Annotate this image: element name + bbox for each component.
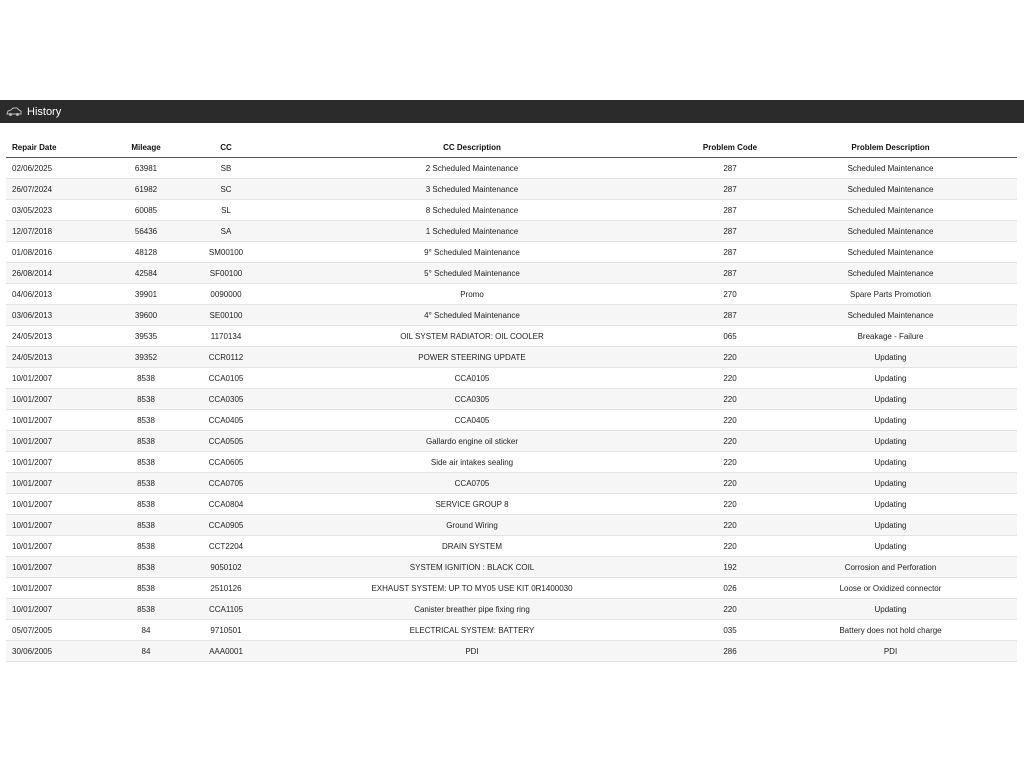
problem-description-cell: Updating xyxy=(764,431,1017,452)
cc-cell: 2510126 xyxy=(204,578,248,599)
page-title: History xyxy=(27,105,62,118)
cc-cell: SM00100 xyxy=(204,242,248,263)
table-row[interactable] xyxy=(6,431,1017,452)
problem-description-cell: Loose or Oxidized connector xyxy=(764,578,1017,599)
cc-description-cell: CCA0705 xyxy=(248,473,696,494)
mileage-cell: 61982 xyxy=(88,179,204,200)
cc-cell: CCA0405 xyxy=(204,410,248,431)
column-header-repair-date[interactable]: Repair Date xyxy=(6,137,88,158)
problem-description-cell: Breakage - Failure xyxy=(764,326,1017,347)
problem-description-cell: Scheduled Maintenance xyxy=(764,263,1017,284)
problem-description-cell: Updating xyxy=(764,452,1017,473)
cc-description-cell: Gallardo engine oil sticker xyxy=(248,431,696,452)
repair-date-cell: 12/07/2018 xyxy=(6,221,88,242)
problem-code-cell: 192 xyxy=(696,557,764,578)
repair-date-cell: 10/01/2007 xyxy=(6,578,88,599)
problem-code-cell: 220 xyxy=(696,599,764,620)
table-header-row xyxy=(6,137,1017,158)
table-row[interactable] xyxy=(6,620,1017,641)
mileage-cell: 8538 xyxy=(88,515,204,536)
cc-cell: SE00100 xyxy=(204,305,248,326)
problem-code-cell: 287 xyxy=(696,305,764,326)
cc-cell: CCA1105 xyxy=(204,599,248,620)
problem-description-cell: Updating xyxy=(764,599,1017,620)
cc-description-cell: SERVICE GROUP 8 xyxy=(248,494,696,515)
problem-code-cell: 287 xyxy=(696,158,764,179)
table-row[interactable] xyxy=(6,641,1017,662)
repair-date-cell: 24/05/2013 xyxy=(6,326,88,347)
repair-date-cell: 10/01/2007 xyxy=(6,473,88,494)
cc-description-cell: POWER STEERING UPDATE xyxy=(248,347,696,368)
problem-description-cell: Scheduled Maintenance xyxy=(764,158,1017,179)
repair-date-cell: 26/08/2014 xyxy=(6,263,88,284)
repair-date-cell: 24/05/2013 xyxy=(6,347,88,368)
problem-code-cell: 220 xyxy=(696,410,764,431)
cc-cell: AAA0001 xyxy=(204,641,248,662)
problem-code-cell: 287 xyxy=(696,221,764,242)
mileage-cell: 8538 xyxy=(88,578,204,599)
mileage-cell: 39535 xyxy=(88,326,204,347)
cc-cell: 1170134 xyxy=(204,326,248,347)
cc-description-cell: 8 Scheduled Maintenance xyxy=(248,200,696,221)
cc-cell: CCA0905 xyxy=(204,515,248,536)
problem-code-cell: 065 xyxy=(696,326,764,347)
column-header-cc-description[interactable]: CC Description xyxy=(248,137,696,158)
repair-date-cell: 03/05/2023 xyxy=(6,200,88,221)
problem-description-cell: Updating xyxy=(764,473,1017,494)
table-row[interactable] xyxy=(6,305,1017,326)
problem-description-cell: Updating xyxy=(764,515,1017,536)
mileage-cell: 56436 xyxy=(88,221,204,242)
repair-date-cell: 10/01/2007 xyxy=(6,410,88,431)
cc-description-cell: 5° Scheduled Maintenance xyxy=(248,263,696,284)
problem-code-cell: 035 xyxy=(696,620,764,641)
repair-date-cell: 26/07/2024 xyxy=(6,179,88,200)
table-row[interactable] xyxy=(6,515,1017,536)
cc-cell: CCT2204 xyxy=(204,536,248,557)
cc-description-cell: 3 Scheduled Maintenance xyxy=(248,179,696,200)
cc-cell: 9050102 xyxy=(204,557,248,578)
cc-description-cell: Promo xyxy=(248,284,696,305)
table-row[interactable] xyxy=(6,599,1017,620)
repair-date-cell: 10/01/2007 xyxy=(6,368,88,389)
table-body xyxy=(6,158,1017,662)
repair-date-cell: 10/01/2007 xyxy=(6,452,88,473)
table-row[interactable] xyxy=(6,158,1017,179)
repair-date-cell: 10/01/2007 xyxy=(6,431,88,452)
problem-code-cell: 287 xyxy=(696,263,764,284)
table-row[interactable] xyxy=(6,536,1017,557)
mileage-cell: 39352 xyxy=(88,347,204,368)
table-row[interactable] xyxy=(6,578,1017,599)
mileage-cell: 8538 xyxy=(88,494,204,515)
problem-code-cell: 220 xyxy=(696,515,764,536)
table-row[interactable] xyxy=(6,557,1017,578)
problem-code-cell: 220 xyxy=(696,494,764,515)
table-row[interactable] xyxy=(6,326,1017,347)
problem-code-cell: 220 xyxy=(696,473,764,494)
car-icon xyxy=(6,107,22,117)
problem-code-cell: 026 xyxy=(696,578,764,599)
repair-date-cell: 10/01/2007 xyxy=(6,389,88,410)
repair-date-cell: 10/01/2007 xyxy=(6,494,88,515)
column-header-cc[interactable]: CC xyxy=(204,137,248,158)
cc-description-cell: CCA0405 xyxy=(248,410,696,431)
mileage-cell: 48128 xyxy=(88,242,204,263)
history-header-bar xyxy=(0,100,1024,123)
cc-description-cell: CCA0105 xyxy=(248,368,696,389)
repair-date-cell: 03/06/2013 xyxy=(6,305,88,326)
cc-cell: CCA0605 xyxy=(204,452,248,473)
cc-description-cell: DRAIN SYSTEM xyxy=(248,536,696,557)
table-row[interactable] xyxy=(6,200,1017,221)
problem-description-cell: Scheduled Maintenance xyxy=(764,200,1017,221)
mileage-cell: 8538 xyxy=(88,599,204,620)
mileage-cell: 8538 xyxy=(88,389,204,410)
cc-cell: SL xyxy=(204,200,248,221)
table-row[interactable] xyxy=(6,263,1017,284)
problem-description-cell: Corrosion and Perforation xyxy=(764,557,1017,578)
mileage-cell: 8538 xyxy=(88,557,204,578)
problem-code-cell: 220 xyxy=(696,431,764,452)
mileage-cell: 8538 xyxy=(88,410,204,431)
repair-date-cell: 30/06/2005 xyxy=(6,641,88,662)
problem-code-cell: 220 xyxy=(696,389,764,410)
mileage-cell: 8538 xyxy=(88,473,204,494)
cc-cell: 0090000 xyxy=(204,284,248,305)
cc-description-cell: Side air intakes sealing xyxy=(248,452,696,473)
table-row[interactable] xyxy=(6,494,1017,515)
repair-date-cell: 01/08/2016 xyxy=(6,242,88,263)
problem-code-cell: 220 xyxy=(696,368,764,389)
mileage-cell: 63981 xyxy=(88,158,204,179)
problem-code-cell: 220 xyxy=(696,536,764,557)
problem-description-cell: Updating xyxy=(764,347,1017,368)
mileage-cell: 8538 xyxy=(88,368,204,389)
cc-cell: SC xyxy=(204,179,248,200)
problem-description-cell: Scheduled Maintenance xyxy=(764,179,1017,200)
mileage-cell: 84 xyxy=(88,620,204,641)
cc-description-cell: ELECTRICAL SYSTEM: BATTERY xyxy=(248,620,696,641)
repair-date-cell: 02/06/2025 xyxy=(6,158,88,179)
cc-cell: CCA0505 xyxy=(204,431,248,452)
cc-description-cell: 2 Scheduled Maintenance xyxy=(248,158,696,179)
problem-code-cell: 270 xyxy=(696,284,764,305)
cc-cell: CCR0112 xyxy=(204,347,248,368)
problem-code-cell: 286 xyxy=(696,641,764,662)
problem-description-cell: Updating xyxy=(764,410,1017,431)
mileage-cell: 8538 xyxy=(88,431,204,452)
cc-description-cell: SYSTEM IGNITION : BLACK COIL xyxy=(248,557,696,578)
table-row[interactable] xyxy=(6,410,1017,431)
problem-code-cell: 220 xyxy=(696,347,764,368)
problem-description-cell: Updating xyxy=(764,389,1017,410)
table-row[interactable] xyxy=(6,368,1017,389)
cc-description-cell: 4° Scheduled Maintenance xyxy=(248,305,696,326)
table-row[interactable] xyxy=(6,389,1017,410)
repair-date-cell: 10/01/2007 xyxy=(6,515,88,536)
problem-code-cell: 287 xyxy=(696,200,764,221)
column-header-problem-description[interactable]: Problem Description xyxy=(764,137,1017,158)
problem-description-cell: Scheduled Maintenance xyxy=(764,221,1017,242)
cc-cell: SB xyxy=(204,158,248,179)
cc-description-cell: EXHAUST SYSTEM: UP TO MY05 USE KIT 0R1400030 xyxy=(248,578,696,599)
mileage-cell: 42584 xyxy=(88,263,204,284)
table-row[interactable] xyxy=(6,452,1017,473)
cc-cell: CCA0804 xyxy=(204,494,248,515)
table-row[interactable] xyxy=(6,473,1017,494)
problem-code-cell: 220 xyxy=(696,452,764,473)
repair-date-cell: 05/07/2005 xyxy=(6,620,88,641)
cc-description-cell: Ground Wiring xyxy=(248,515,696,536)
cc-description-cell: CCA0305 xyxy=(248,389,696,410)
problem-description-cell: Battery does not hold charge xyxy=(764,620,1017,641)
mileage-cell: 39600 xyxy=(88,305,204,326)
table-row[interactable] xyxy=(6,284,1017,305)
cc-description-cell: PDI xyxy=(248,641,696,662)
cc-description-cell: OIL SYSTEM RADIATOR: OIL COOLER xyxy=(248,326,696,347)
problem-description-cell: Scheduled Maintenance xyxy=(764,305,1017,326)
problem-description-cell: Spare Parts Promotion xyxy=(764,284,1017,305)
mileage-cell: 8538 xyxy=(88,452,204,473)
problem-description-cell: Updating xyxy=(764,368,1017,389)
history-table-container xyxy=(6,137,1017,662)
problem-description-cell: Updating xyxy=(764,494,1017,515)
cc-description-cell: Canister breather pipe fixing ring xyxy=(248,599,696,620)
cc-cell: SF00100 xyxy=(204,263,248,284)
cc-description-cell: 1 Scheduled Maintenance xyxy=(248,221,696,242)
cc-cell: CCA0705 xyxy=(204,473,248,494)
column-header-mileage[interactable]: Mileage xyxy=(88,137,204,158)
cc-cell: CCA0105 xyxy=(204,368,248,389)
mileage-cell: 8538 xyxy=(88,536,204,557)
table-row[interactable] xyxy=(6,347,1017,368)
problem-code-cell: 287 xyxy=(696,179,764,200)
column-header-problem-code[interactable]: Problem Code xyxy=(696,137,764,158)
repair-date-cell: 04/06/2013 xyxy=(6,284,88,305)
cc-description-cell: 9° Scheduled Maintenance xyxy=(248,242,696,263)
table-row[interactable] xyxy=(6,221,1017,242)
problem-description-cell: Scheduled Maintenance xyxy=(764,242,1017,263)
cc-cell: SA xyxy=(204,221,248,242)
repair-date-cell: 10/01/2007 xyxy=(6,557,88,578)
mileage-cell: 39901 xyxy=(88,284,204,305)
problem-description-cell: PDI xyxy=(764,641,1017,662)
mileage-cell: 60085 xyxy=(88,200,204,221)
problem-description-cell: Updating xyxy=(764,536,1017,557)
cc-cell: CCA0305 xyxy=(204,389,248,410)
table-row[interactable] xyxy=(6,242,1017,263)
repair-date-cell: 10/01/2007 xyxy=(6,536,88,557)
history-table xyxy=(6,137,1017,662)
cc-cell: 9710501 xyxy=(204,620,248,641)
repair-date-cell: 10/01/2007 xyxy=(6,599,88,620)
mileage-cell: 84 xyxy=(88,641,204,662)
table-row[interactable] xyxy=(6,179,1017,200)
problem-code-cell: 287 xyxy=(696,242,764,263)
